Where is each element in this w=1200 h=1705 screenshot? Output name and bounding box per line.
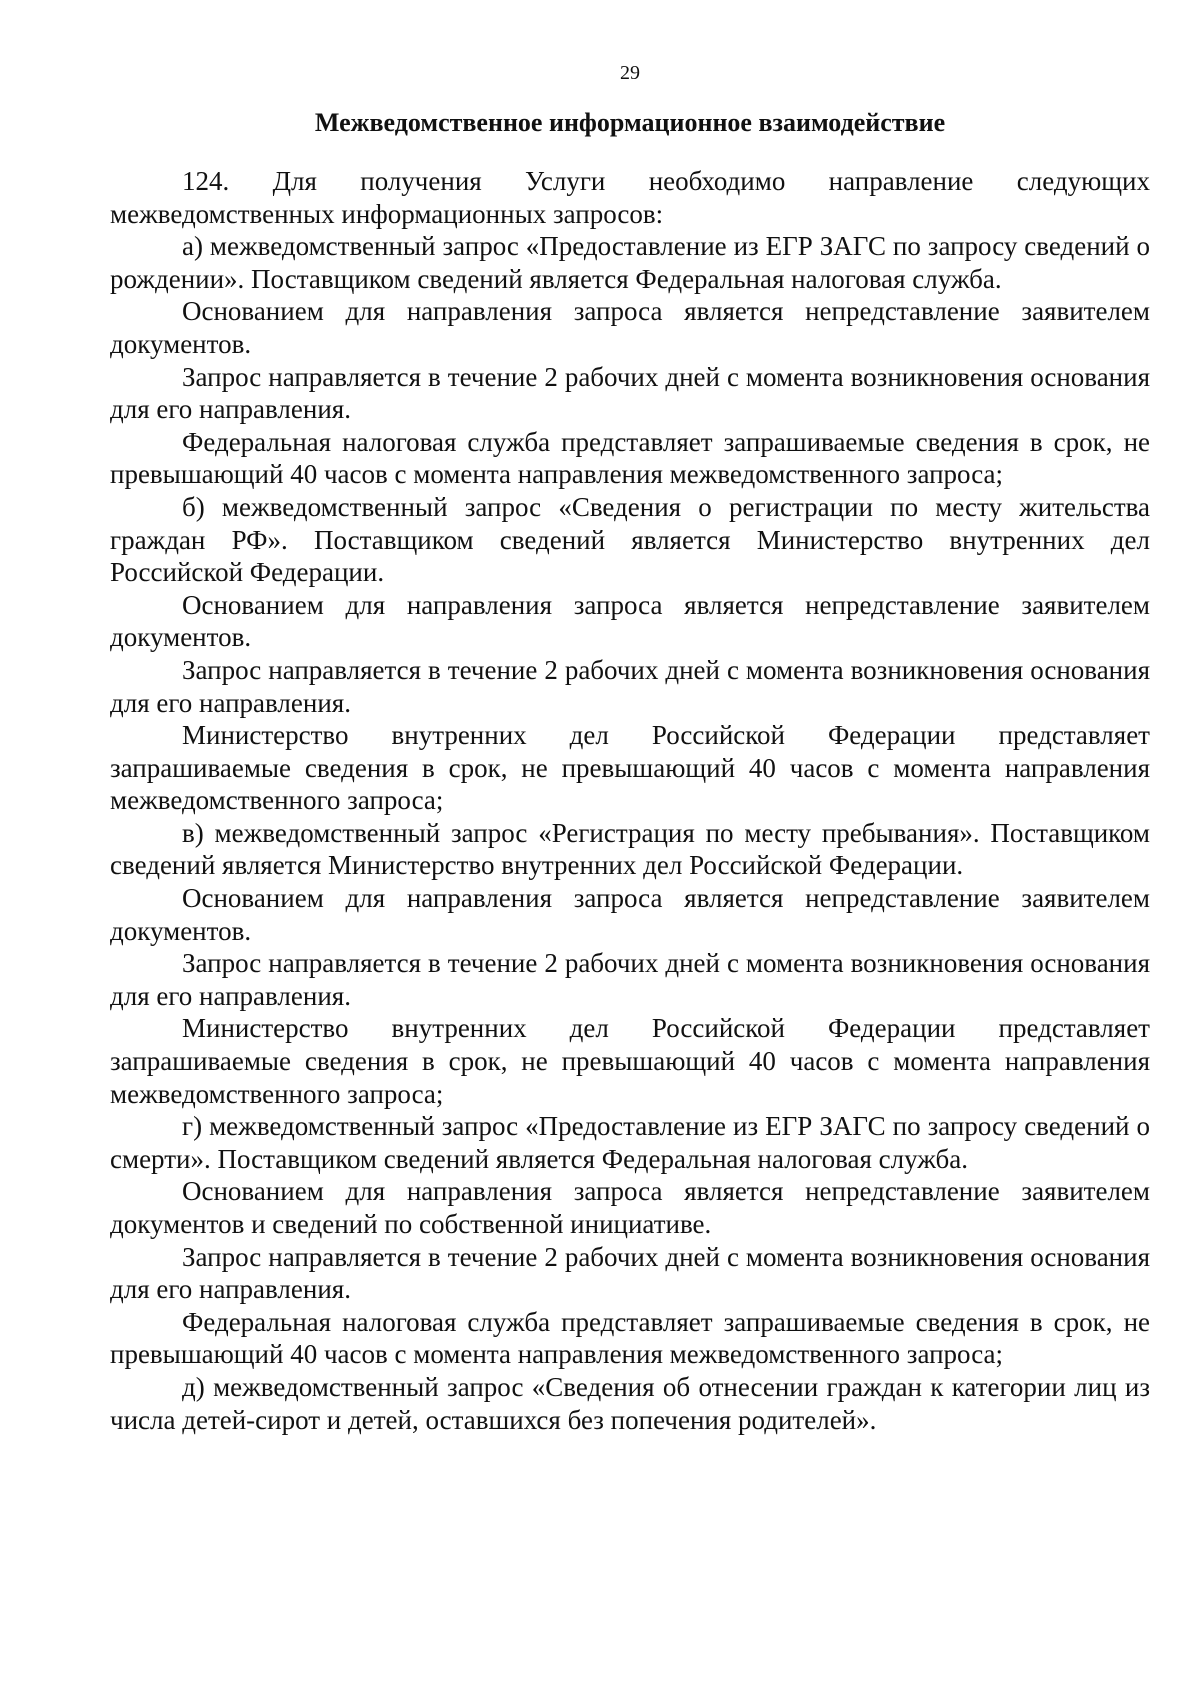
page-number: 29 <box>620 62 640 84</box>
paragraph: Основанием для направления запроса является непредставление заявителем документов. <box>110 883 1150 946</box>
paragraph: Федеральная налоговая служба представляет запрашиваемые сведения в срок, не превышающий 40 часов с момента направления межведомственного запроса; <box>110 426 1150 490</box>
paragraph: Запрос направляется в течение 2 рабочих дней с момента возникновения основания для его направления. <box>110 948 1150 1011</box>
paragraph: Основанием для направления запроса является непредставление заявителем документов. <box>110 296 1150 359</box>
paragraph: Министерство внутренних дел Российской Федерации представляет запрашиваемые сведения в срок, не превышающий 40 часов с момента направления межведомственного запроса; <box>110 1013 1150 1109</box>
paragraph: Запрос направляется в течение 2 рабочих дней с момента возникновения основания для его направления. <box>110 1241 1150 1305</box>
document-body <box>110 165 1150 1436</box>
paragraph: 124. Для получения Услуги необходимо направление следующих межведомственных информационных запросов: <box>110 166 1150 229</box>
paragraph: б) межведомственный запрос «Сведения о регистрации по месту жительства граждан РФ». Поставщиком сведений является Министерство внутренних дел Российской Федерации. <box>110 491 1150 588</box>
paragraph: Запрос направляется в течение 2 рабочих дней с момента возникновения основания для его направления. <box>110 361 1150 425</box>
paragraph: Основанием для направления запроса является непредставление заявителем документов. <box>110 589 1150 653</box>
section-title: Межведомственное информационное взаимодействие <box>314 108 946 137</box>
paragraph: д) межведомственный запрос «Сведения об отнесении граждан к категории лиц из числа детей-сирот и детей, оставшихся без попечения родителей». <box>110 1371 1150 1435</box>
paragraph: Основанием для направления запроса является непредставление заявителем документов и сведений по собственной инициативе. <box>110 1176 1150 1239</box>
paragraph: Федеральная налоговая служба представляет запрашиваемые сведения в срок, не превышающий 40 часов с момента направления межведомственного запроса; <box>110 1306 1150 1370</box>
paragraph: г) межведомственный запрос «Предоставление из ЕГР ЗАГС по запросу сведений о смерти». Поставщиком сведений является Федеральная налоговая служба. <box>110 1111 1150 1174</box>
paragraph: Министерство внутренних дел Российской Федерации представляет запрашиваемые сведения в срок, не превышающий 40 часов с момента направления межведомственного запроса; <box>110 720 1150 816</box>
paragraph: а) межведомственный запрос «Предоставление из ЕГР ЗАГС по запросу сведений о рождении». Поставщиком сведений является Федеральная налоговая служба. <box>110 231 1150 294</box>
paragraph: Запрос направляется в течение 2 рабочих дней с момента возникновения основания для его направления. <box>110 654 1150 718</box>
paragraph: в) межведомственный запрос «Регистрация по месту пребывания». Поставщиком сведений является Министерство внутренних дел Российской Федерации. <box>110 817 1150 881</box>
